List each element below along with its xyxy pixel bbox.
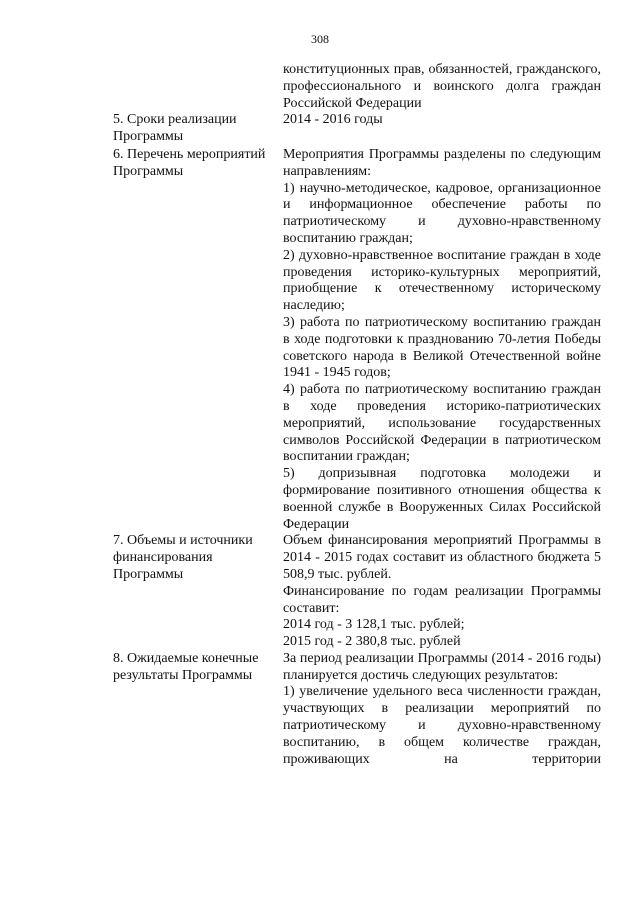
table-row-continuation xyxy=(113,62,601,112)
paragraph: Мероприятия Программы разделены по следующим направлениям: xyxy=(283,146,601,179)
table-row-funding xyxy=(113,533,601,651)
list-item: 2) духовно-нравственное воспитание граждан в ходе проведения историко-культурных мероприятий, приобщение к отечественному историческому наследию; xyxy=(283,247,601,314)
paragraph: Объем финансирования мероприятий Программы в 2014 - 2015 годах составит из областного бюджета 5 508,9 тыс. рублей. xyxy=(283,533,601,582)
row-value xyxy=(283,62,601,112)
row-label xyxy=(113,112,283,146)
section-label: 7. Объемы и источники финансирования Программы xyxy=(113,533,253,582)
section-label: 5. Сроки реализации Программы xyxy=(113,112,237,145)
paragraph: 2015 год - 2 380,8 тыс. рублей xyxy=(283,634,461,650)
row-label xyxy=(113,533,283,651)
row-value xyxy=(283,651,601,769)
list-item: 3) работа по патриотическому воспитанию граждан в ходе подготовки к празднованию 70-летия Победы советского народа в Великой Отечественной войне 1941 - 1945 годов; xyxy=(283,314,601,381)
row-label xyxy=(113,147,283,533)
row-label-empty xyxy=(113,62,283,112)
row-value xyxy=(283,147,601,533)
paragraph: 2014 год - 3 128,1 тыс. рублей; xyxy=(283,617,465,633)
continuation-text: конституционных прав, обязанностей, гражданского, профессионального и воинского долга граждан Российской Федерации xyxy=(283,62,601,111)
table-row-timeline xyxy=(113,112,601,146)
paragraph: Финансирование по годам реализации Программы составит: xyxy=(283,583,601,616)
paragraph: 2014 - 2016 годы xyxy=(283,112,383,128)
section-label: 8. Ожидаемые конечные результаты Программы xyxy=(113,650,259,683)
list-item: 5) допризывная подготовка молодежи и формирование позитивного отношения общества к военной службе в Вооруженных Силах Российской Федерации xyxy=(283,466,601,532)
passport-table xyxy=(113,62,601,768)
table-row-activities xyxy=(113,147,601,533)
page-number: 308 xyxy=(311,32,329,46)
list-item: 4) работа по патриотическому воспитанию граждан в ходе проведения историко-патриотических мероприятий, использование государственных символов Российской Федерации в патриотическом воспитании граждан; xyxy=(283,382,601,465)
row-value xyxy=(283,112,601,146)
list-item: 1) увеличение удельного веса численности граждан, участвующих в реализации мероприятий по патриотическому и духовно-нравственному воспитанию, в общем количестве граждан, проживающих на территории xyxy=(283,684,601,767)
row-value xyxy=(283,533,601,651)
list-item: 1) научно-методическое, кадровое, организационное и информационное обеспечение работы по патриотическому и духовно-нравственному воспитанию граждан; xyxy=(283,180,601,246)
table-row-results xyxy=(113,651,601,769)
paragraph: За период реализации Программы (2014 - 2016 годы) планируется достичь следующих результатов: xyxy=(283,650,601,683)
section-label: 6. Перечень мероприятий Программы xyxy=(113,146,266,179)
row-label xyxy=(113,651,283,769)
